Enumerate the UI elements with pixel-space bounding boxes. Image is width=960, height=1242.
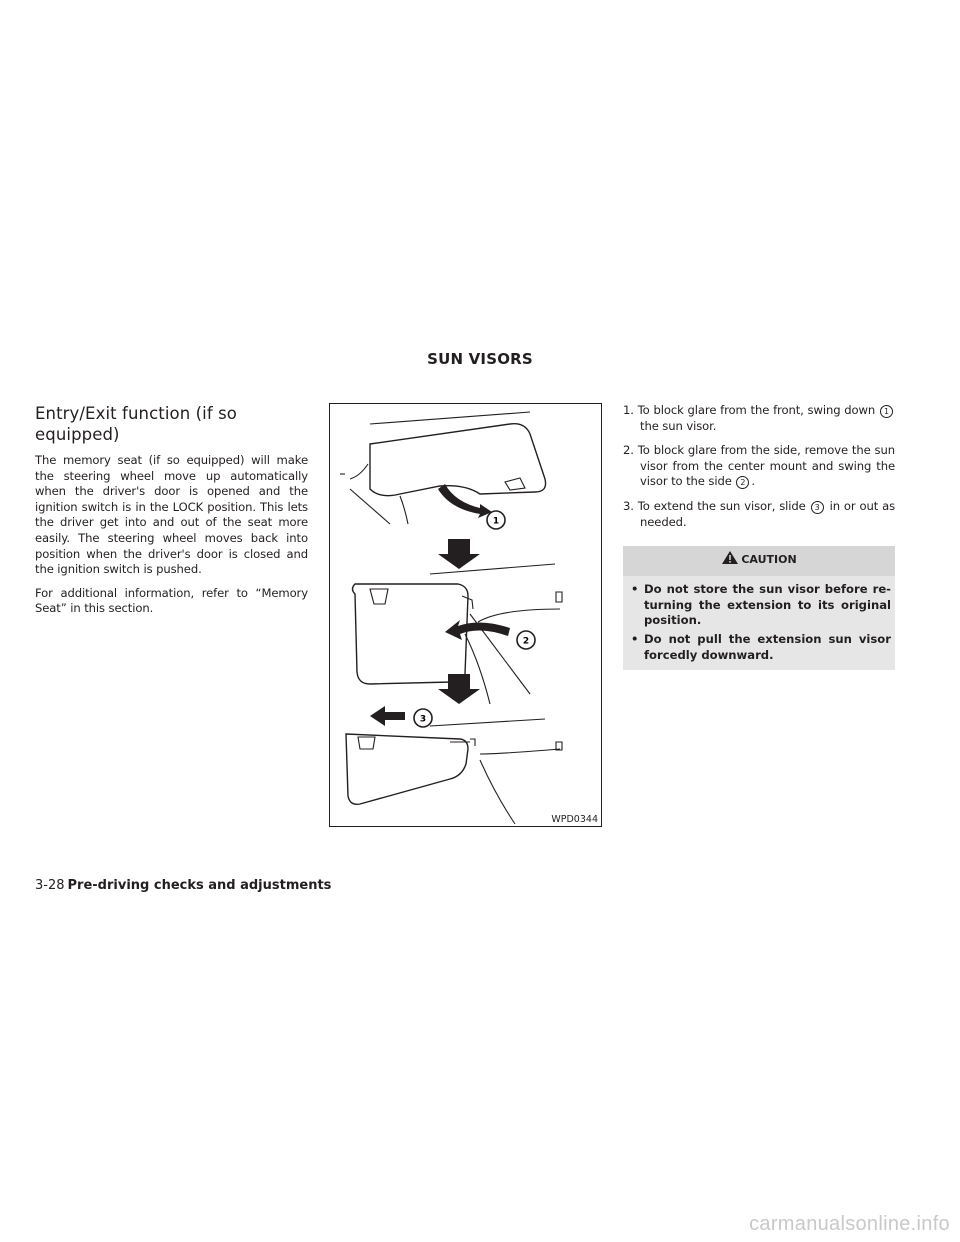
caution-label: CAUTION: [741, 553, 797, 567]
step-item: [623, 443, 895, 490]
caution-item: • Do not pull the extension sun visor forcedly downward.: [631, 631, 891, 662]
paragraph: The memory seat (if so equipped) will make the steering wheel move up automatically when the driver's door is opened and the ignition switch is in the LOCK position. This lets the driver get into and out of the seat more easily. The steering wheel moves back into position when the driver's door is closed and the ignition switch is pushed.: [35, 453, 308, 577]
page-footer: [35, 878, 331, 893]
caution-list: [623, 576, 895, 670]
page-number: 3-28: [35, 878, 65, 893]
step-text: 1. To block glare from the front, swing down: [623, 403, 876, 417]
paragraph: For additional information, refer to “Memory Seat” in this section.: [35, 585, 308, 616]
watermark: carmanualsonline.info: [749, 1213, 950, 1235]
sun-visor-figure: [329, 403, 602, 827]
sun-visor-illustration: [330, 404, 601, 826]
down-arrow-icon: [438, 539, 480, 569]
callout-1: 1: [492, 516, 500, 527]
callout-circle: 1: [880, 405, 893, 418]
step-text: .: [751, 474, 755, 489]
warning-triangle-icon: [721, 550, 739, 570]
left-column: [35, 403, 308, 625]
right-column: [623, 403, 895, 670]
step-item: [623, 499, 895, 530]
down-arrow-icon: [438, 674, 480, 704]
subsection-heading: Entry/Exit function (if so equipped): [35, 404, 237, 444]
left-arrow-icon: [370, 706, 405, 726]
chapter-title: Pre-driving checks and adjustments: [67, 878, 332, 893]
section-heading: SUN VISORS: [427, 350, 533, 368]
caution-box: [623, 546, 895, 670]
step-text: 2. To block glare from the side, remove the sun visor from the center mount and swing the visor to the side: [623, 443, 895, 489]
callout-2: 2: [522, 636, 530, 647]
figure-code: WPD0344: [551, 814, 598, 825]
step-text: 3. To extend the sun visor, slide: [623, 498, 806, 513]
callout-circle: 3: [811, 501, 824, 514]
caution-item: • Do not store the sun visor before re-turning the extension to its original position.: [631, 582, 891, 628]
step-item: [623, 403, 895, 434]
callout-3: 3: [419, 714, 427, 725]
step-text: the sun visor.: [640, 418, 717, 433]
caution-title: [627, 550, 891, 570]
step-text: in or out as needed.: [640, 498, 896, 529]
callout-circle: 2: [736, 476, 749, 489]
